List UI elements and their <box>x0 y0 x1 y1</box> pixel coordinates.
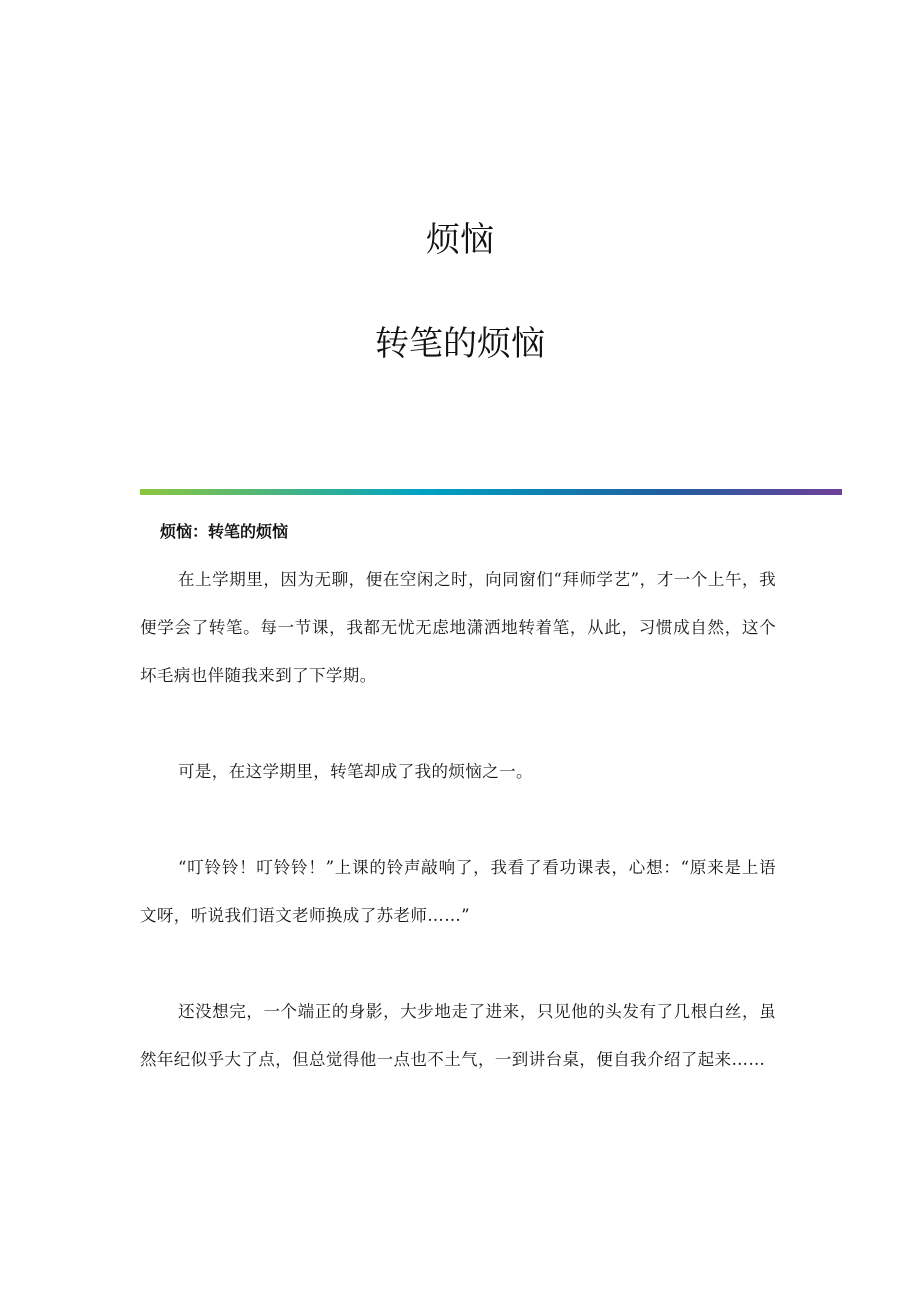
gradient-divider <box>140 489 842 495</box>
document-subtitle: 转笔的烦恼 <box>375 324 545 364</box>
paragraph-3: “叮铃铃！叮铃铃！”上课的铃声敲响了，我看了看功课表，心想：“原来是上语文呀，听说我们语文老师换成了苏老师……” <box>140 858 776 925</box>
paragraph-2: 可是，在这学期里，转笔却成了我的烦恼之一。 <box>178 762 533 781</box>
paragraph-1: 在上学期里，因为无聊，便在空闲之时，向同窗们“拜师学艺”，才一个上午，我便学会了转笔。每一节课，我都无忧无虑地潇洒地转着笔，从此，习惯成自然，这个坏毛病也伴随我来到了下学期。 <box>140 570 776 685</box>
paragraph-4: 还没想完，一个端正的身影，大步地走了进来，只见他的头发有了几根白丝，虽然年纪似乎大了点，但总觉得他一点也不土气，一到讲台桌，便自我介绍了起来…… <box>140 1002 776 1069</box>
section-heading: 烦恼：转笔的烦恼 <box>160 522 289 541</box>
document-title: 烦恼 <box>426 220 494 260</box>
